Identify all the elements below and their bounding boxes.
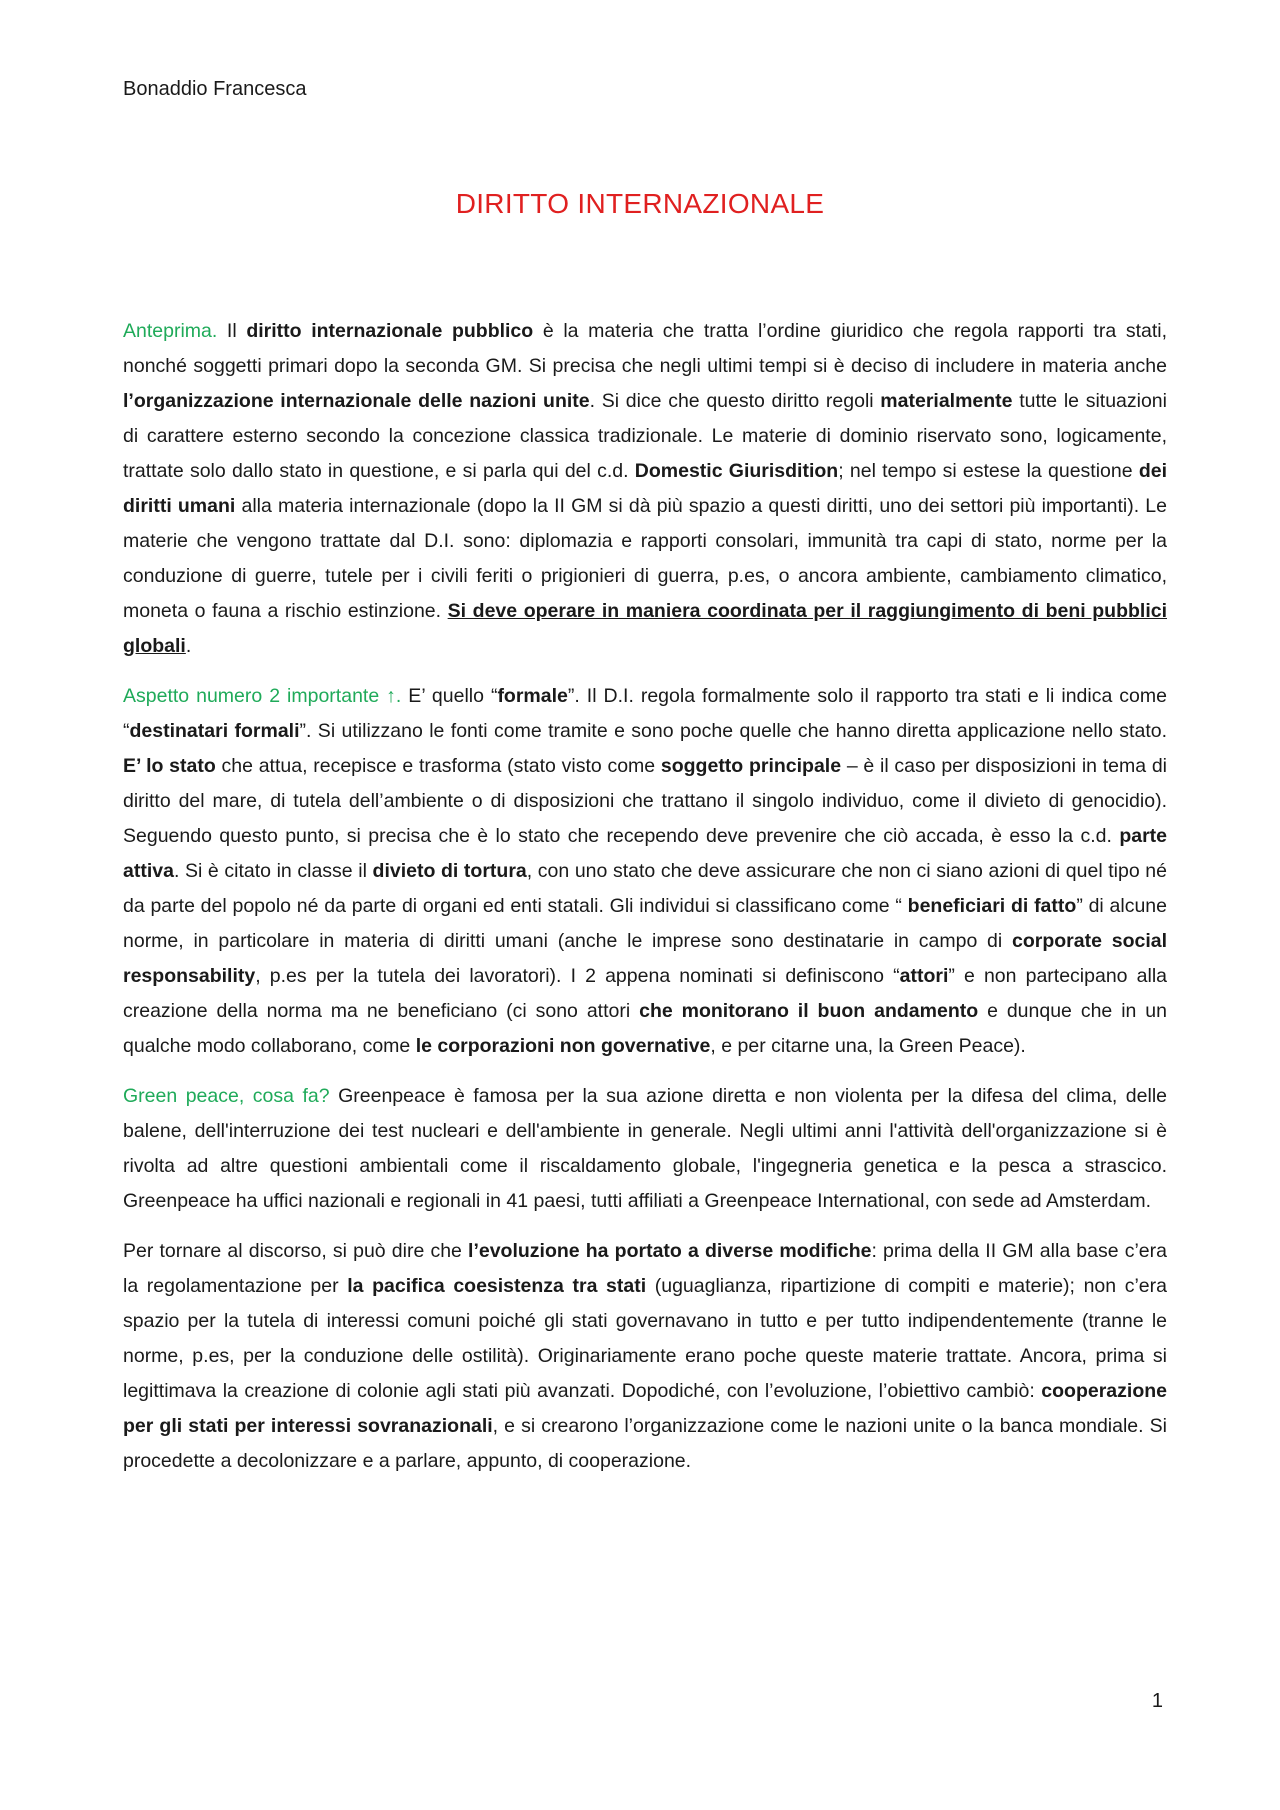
text-run: E’ quello “ bbox=[401, 685, 498, 707]
bold-run: l’organizzazione internazionale delle nazioni unite bbox=[123, 390, 590, 412]
bold-run: E’ lo stato bbox=[123, 755, 216, 777]
text-run: . Si dice che questo diritto regoli bbox=[589, 390, 881, 412]
author-name: Bonaddio Francesca bbox=[123, 78, 307, 100]
text-run: , e si crearono l’organizzazione come le nazioni unite o la banca mondiale. Si procedette a decolonizzare e a parlare, appunto, di cooperazione. bbox=[123, 1415, 1167, 1472]
text-run: che attua, recepisce e trasforma (stato visto come bbox=[215, 755, 661, 777]
text-run: : prima della II GM alla base c’era la regolamentazione per bbox=[123, 1240, 1167, 1297]
paragraph-lead: Anteprima. bbox=[123, 320, 218, 342]
text-run: è la materia che tratta l’ordine giuridico che regola rapporti tra stati, nonché soggetti primari dopo la seconda GM. Si precisa che negli ultimi tempi si è deciso di includere in materia anche bbox=[123, 320, 1167, 377]
bold-run: corporate social responsability bbox=[123, 930, 1168, 987]
bold-run: la pacifica coesistenza tra stati bbox=[347, 1275, 647, 1297]
text-run: Il bbox=[217, 320, 247, 342]
bold-underlined-run: Si deve operare in maniera coordinata per il raggiungimento di beni pubblici globali bbox=[123, 600, 1167, 657]
bold-run: che monitorano il buon andamento bbox=[639, 1000, 979, 1022]
text-run: , p.es per la tutela dei lavoratori). I 2 appena nominati si definiscono “ bbox=[255, 965, 900, 987]
text-run: , con uno stato che deve assicurare che non ci siano azioni di quel tipo né da parte del popolo né da parte di organi ed enti statali. Gli individui si classificano come “ bbox=[123, 860, 1167, 917]
bold-run: materialmente bbox=[880, 390, 1013, 412]
text-run: ” di alcune norme, in particolare in materia di diritti umani (anche le imprese sono destinatarie in campo di bbox=[123, 895, 1167, 952]
bold-run: soggetto principale bbox=[660, 755, 842, 777]
text-run: – è il caso per disposizioni in tema di diritto del mare, di tutela dell’ambiente o di disposizioni che trattano il singolo individuo, come il divieto di genocidio). Seguendo questo punto, si precisa che è lo stato che recependo deve prevenire che ciò accada, è esso la c.d. bbox=[123, 755, 1168, 847]
bold-run: cooperazione per gli stati per interessi sovranazionali bbox=[123, 1380, 1167, 1437]
bold-run: dei diritti umani bbox=[123, 460, 1168, 517]
text-run: ”. Il D.I. regola formalmente solo il rapporto tra stati e li indica come “ bbox=[123, 685, 1167, 742]
bold-run: beneficiari di fatto bbox=[907, 895, 1077, 917]
bold-run: diritto internazionale pubblico bbox=[246, 320, 534, 342]
text-run: alla materia internazionale (dopo la II GM si dà più spazio a questi diritti, uno dei settori più importanti). Le materie che vengono trattate dal D.I. sono: diplomazia e rapporti consolari, immunità tra capi di stato, norme per la conduzione di guerre, tutele per i civili feriti o prigionieri di guerra, p.es, o ancora ambiente, cambiamento climatico, moneta o fauna a rischio estinzione. bbox=[123, 495, 1167, 622]
text-run: Per tornare al discorso, si può dire che bbox=[123, 1240, 469, 1262]
bold-run: attori bbox=[899, 965, 949, 987]
text-run: . Si è citato in classe il bbox=[173, 860, 373, 882]
text-run: (uguaglianza, ripartizione di compiti e materie); non c’era spazio per la tutela di interessi comuni poiché gli stati governavano in tutto e per tutto indipendentemente (tranne le norme, p.es, per la conduzione delle ostilità). Originariamente erano poche queste materie trattate. Ancora, prima si legittimava la creazione di colonie agli stati più avanzati. Dopodiché, con l’evoluzione, l’obiettivo cambiò: bbox=[123, 1275, 1167, 1402]
paragraph-aspetto-formale bbox=[123, 679, 1167, 1064]
paragraph-green-peace bbox=[123, 1079, 1167, 1219]
text-run: , e per citarne una, la Green Peace). bbox=[710, 1035, 1026, 1057]
paragraph-anteprima bbox=[123, 314, 1167, 664]
text-run: ”. Si utilizzano le fonti come tramite e sono poche quelle che hanno diretta applicazione nello stato. bbox=[299, 720, 1167, 742]
bold-run: parte attiva bbox=[123, 825, 1167, 882]
paragraph-lead: Green peace, cosa fa? bbox=[123, 1085, 330, 1107]
text-run: e dunque che in un qualche modo collaborano, come bbox=[123, 1000, 1167, 1057]
text-run: Greenpeace è famosa per la sua azione diretta e non violenta per la difesa del clima, delle balene, dell'interruzione dei test nucleari e dell'ambiente in generale. Negli ultimi anni l'attività dell'organizzazione si è rivolta ad altre questioni ambientali come il riscaldamento globale, l'ingegneria genetica e la pesca a strascico. Greenpeace ha uffici nazionali e regionali in 41 paesi, tutti affiliati a Greenpeace International, con sede ad Amsterdam. bbox=[123, 1085, 1168, 1212]
page-number: 1 bbox=[1151, 1690, 1163, 1712]
text-run: . bbox=[185, 635, 192, 657]
bold-run: l’evoluzione ha portato a diverse modifiche bbox=[468, 1240, 872, 1262]
bold-run: destinatari formali bbox=[129, 720, 300, 742]
text-run: tutte le situazioni di carattere esterno secondo la concezione classica tradizionale. Le materie di dominio riservato sono, logicamente, trattate solo dallo stato in questione, e si parla qui del c.d. bbox=[123, 390, 1167, 482]
text-run: ” e non partecipano alla creazione della norma ma ne beneficiano (ci sono attori bbox=[123, 965, 1168, 1022]
document-title: DIRITTO INTERNAZIONALE bbox=[455, 188, 825, 219]
paragraph-evoluzione bbox=[123, 1234, 1167, 1479]
bold-run: Domestic Giurisdition bbox=[634, 460, 839, 482]
paragraph-lead: Aspetto numero 2 importante ↑. bbox=[123, 685, 402, 707]
bold-run: divieto di tortura bbox=[372, 860, 527, 882]
document-body bbox=[123, 314, 1167, 1494]
bold-run: le corporazioni non governative bbox=[415, 1035, 711, 1057]
bold-run: formale bbox=[497, 685, 568, 707]
text-run: ; nel tempo si estese la questione bbox=[838, 460, 1139, 482]
